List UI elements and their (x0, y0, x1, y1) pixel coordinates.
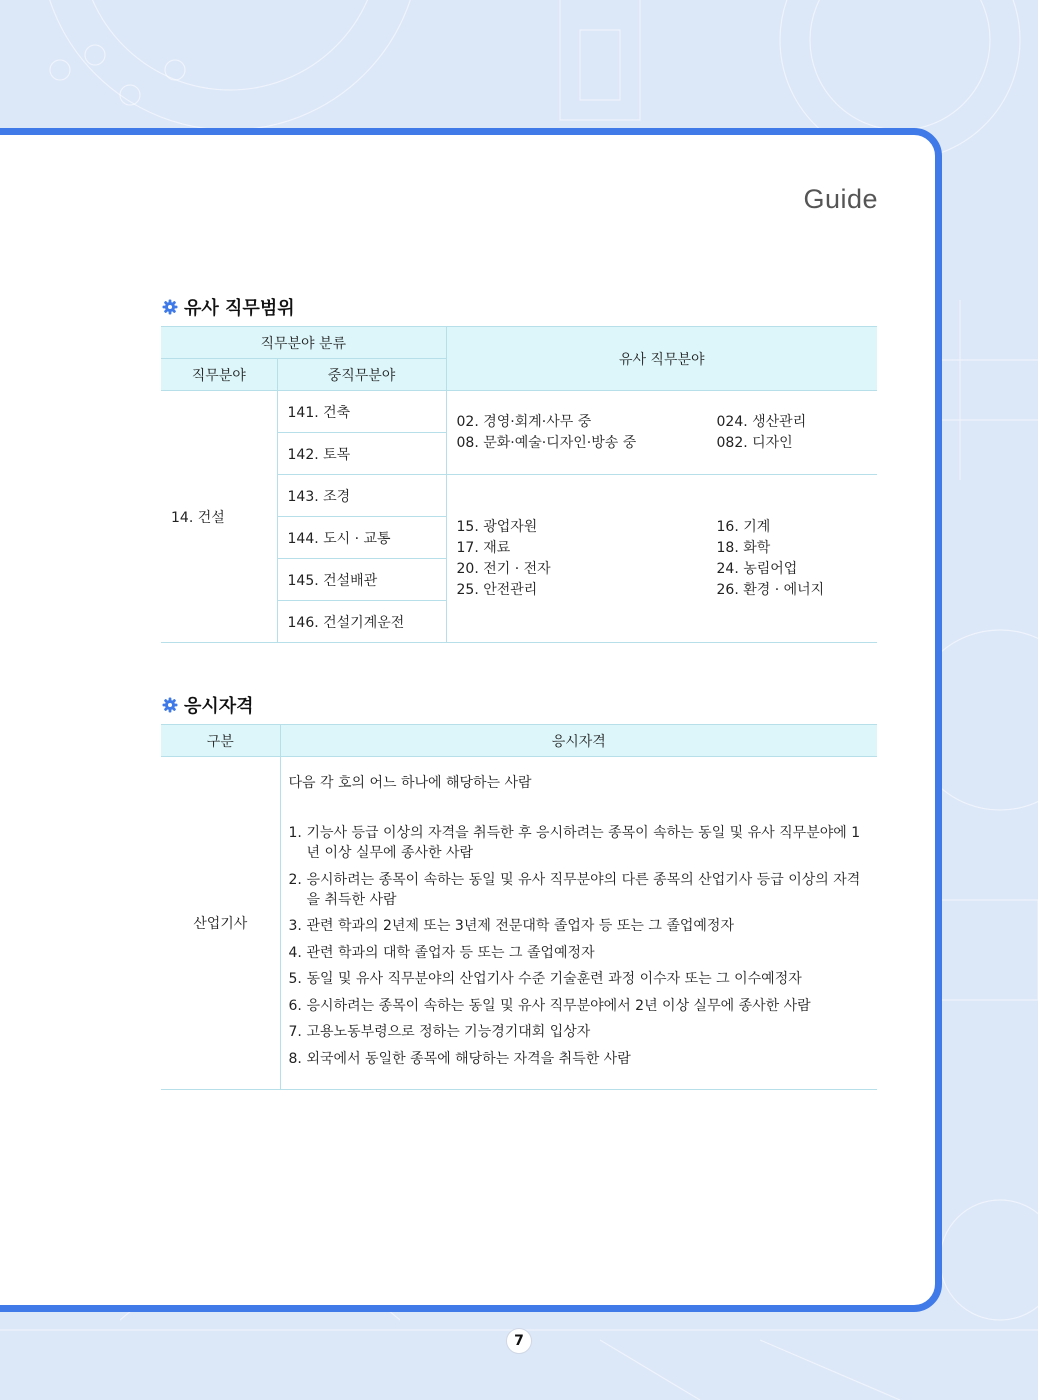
list-item: 8. 외국에서 동일한 종목에 해당하는 자격을 취득한 사람 (288, 1050, 631, 1067)
gear-icon (162, 697, 178, 713)
subfield-cell: 143. 조경 (277, 475, 446, 517)
similar-group-2 (446, 475, 877, 643)
section-title-text: 응시자격 (184, 696, 254, 717)
header-similar: 유사 직무분야 (446, 327, 877, 391)
similar-job-table (161, 326, 877, 643)
header-group: 직무분야 분류 (161, 327, 446, 359)
list-item: 1. 기능사 등급 이상의 자격을 취득한 후 응시하려는 종목이 속하는 동일 및 유사 직무분야에 1년 이상 실무에 종사한 사람 (288, 825, 861, 861)
header-category: 구분 (161, 725, 280, 757)
subfield-cell: 142. 토목 (277, 433, 446, 475)
similar-item: 18. 화학 (716, 539, 771, 556)
similar-group-1 (446, 391, 877, 475)
list-item: 3. 관련 학과의 2년제 또는 3년제 전문대학 졸업자 등 또는 그 졸업예정자 (288, 918, 734, 934)
page-number: 7 (506, 1328, 532, 1354)
header-qualification: 응시자격 (280, 725, 877, 757)
header-subfield: 중직무분야 (277, 359, 446, 391)
subfield-cell: 145. 건설배관 (277, 559, 446, 601)
list-item: 5. 동일 및 유사 직무분야의 산업기사 수준 기술훈련 과정 이수자 또는 그 이수예정자 (288, 971, 802, 987)
qualification-cell (280, 757, 877, 1090)
section-title-text: 유사 직무범위 (184, 298, 295, 319)
similar-item: 26. 환경 · 에너지 (716, 581, 825, 598)
guide-label: Guide (803, 184, 878, 214)
similar-item: 25. 안전관리 (456, 581, 538, 598)
section-title-qualification (162, 692, 254, 718)
subfield-cell: 146. 건설기계운전 (277, 601, 446, 643)
similar-item: 08. 문화·예술·디자인·방송 중 (456, 434, 637, 451)
similar-item: 24. 농림어업 (716, 560, 798, 577)
section-title-similar-job (162, 294, 295, 320)
qualification-table (161, 724, 877, 1090)
list-item: 2. 응시하려는 종목이 속하는 동일 및 유사 직무분야의 다른 종목의 산업기사 등급 이상의 자격을 취득한 사람 (288, 871, 861, 908)
list-item: 4. 관련 학과의 대학 졸업자 등 또는 그 졸업예정자 (288, 944, 595, 961)
similar-item: 20. 전기 · 전자 (456, 560, 551, 577)
content-panel (0, 128, 942, 1312)
similar-item: 15. 광업자원 (456, 518, 538, 535)
similar-item: 16. 기계 (716, 518, 771, 535)
subfield-cell: 144. 도시 · 교통 (277, 517, 446, 559)
similar-item: 02. 경영·회계·사무 중 (456, 413, 592, 430)
similar-item: 17. 재료 (456, 539, 511, 556)
list-item: 7. 고용노동부령으로 정하는 기능경기대회 입상자 (288, 1024, 591, 1040)
similar-item: 082. 디자인 (716, 434, 793, 451)
header-field: 직무분야 (161, 359, 277, 391)
subfield-cell: 141. 건축 (277, 391, 446, 433)
category-cell: 산업기사 (161, 757, 280, 1090)
qualification-list (289, 823, 870, 1069)
qualification-intro: 다음 각 호의 어느 하나에 해당하는 사람 (288, 775, 532, 791)
gear-icon (162, 299, 178, 315)
list-item: 6. 응시하려는 종목이 속하는 동일 및 유사 직무분야에서 2년 이상 실무에 종사한 사람 (288, 997, 811, 1014)
field-cell: 14. 건설 (161, 391, 277, 643)
similar-item: 024. 생산관리 (716, 413, 807, 430)
